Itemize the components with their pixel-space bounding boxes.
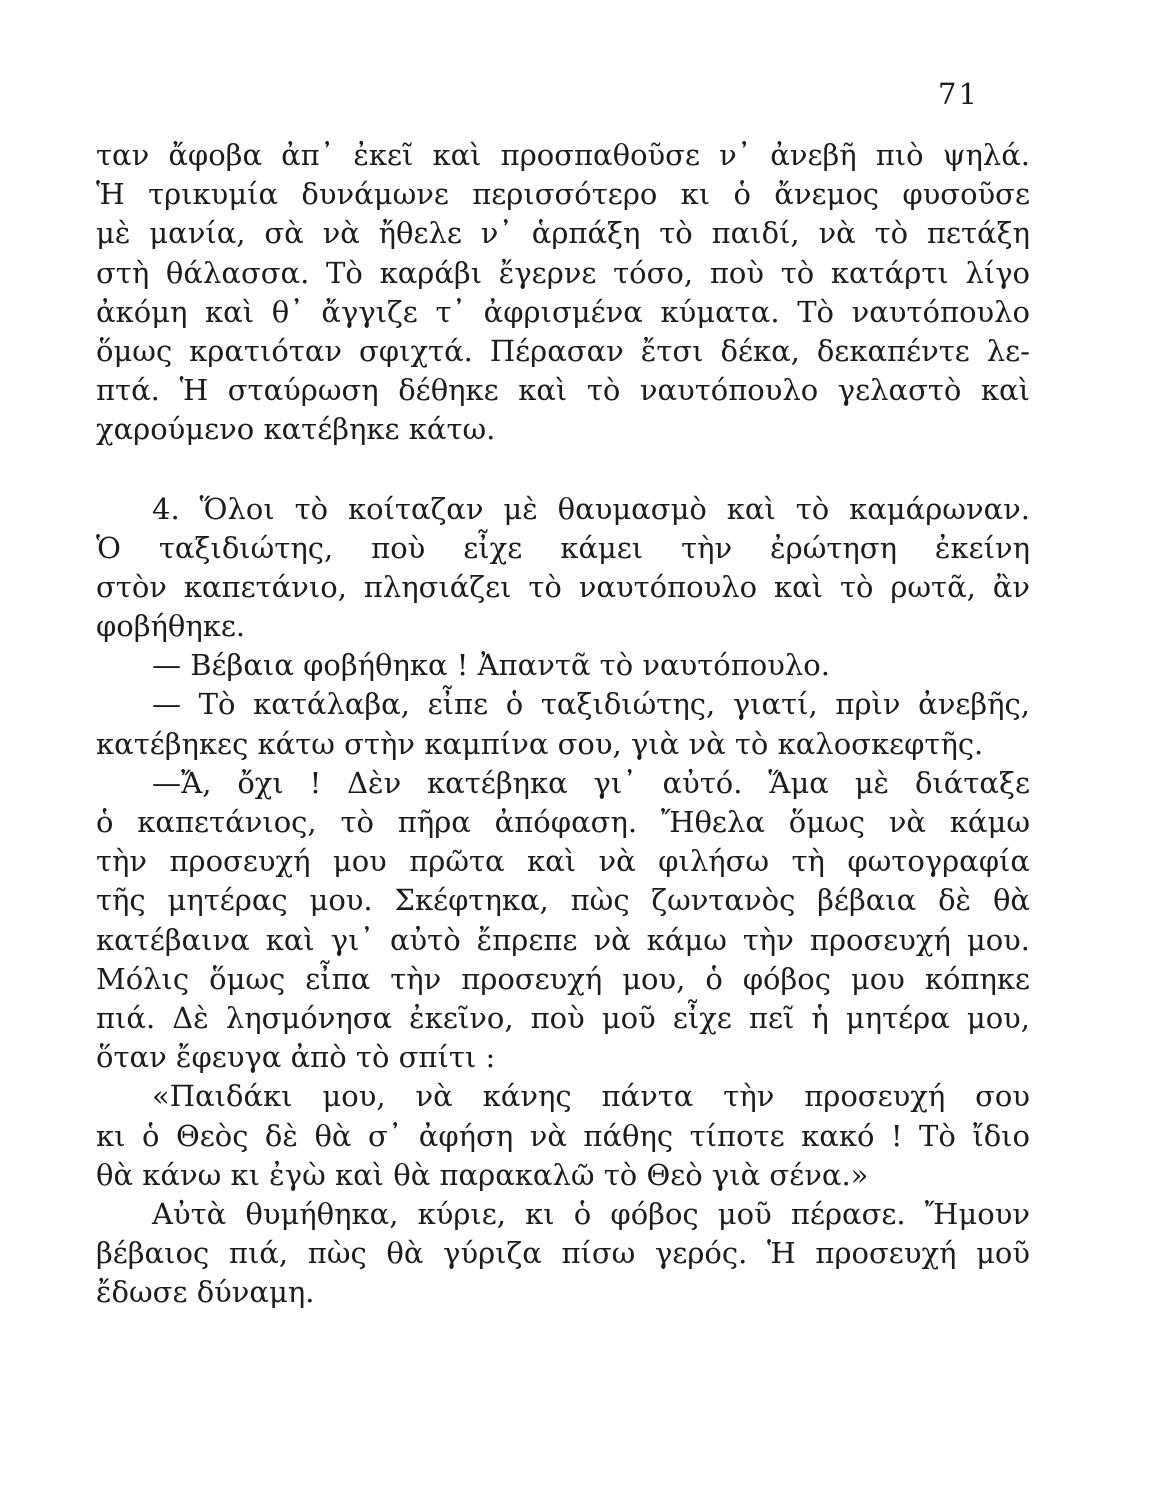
page-number: 71 — [938, 77, 979, 111]
paragraph-quote — [96, 1077, 1030, 1195]
text-line: ὅμως κρατιόταν σφιχτά. Πέρασαν ἔτσι δέκα, δεκαπέντε λε- — [96, 333, 1030, 368]
text-line: ἀκόμη καὶ θ᾿ ἄγγιζε τ᾿ ἀφρισμένα κύματα. Τὸ ναυτόπουλο — [96, 294, 1030, 329]
text-line: κατέβηκες κάτω στὴν καμπίνα σου, γιὰ νὰ τὸ καλοσκεφτῆς. — [96, 726, 984, 761]
text-line: κι ὁ Θεὸς δὲ θὰ σ᾿ ἀφήση νὰ πάθης τίποτε κακό ! Τὸ ἴδιο — [96, 1118, 1030, 1153]
paragraph-dialogue — [96, 646, 1030, 685]
text-line: — Βέβαια φοβήθηκα ! Ἀπαντᾶ τὸ ναυτόπουλο. — [152, 648, 830, 683]
text-line: στὸν καπετάνιο, πλησιάζει τὸ ναυτόπουλο καὶ τὸ ρωτᾶ, ἂν — [96, 569, 1030, 604]
body-text — [96, 136, 1030, 1312]
text-line: Ἡ τρικυμία δυνάμωνε περισσότερο κι ὁ ἄνεμος φυσοῦσε — [96, 177, 1030, 212]
text-line: ὁ καπετάνιος, τὸ πῆρα ἀπόφαση. Ἤθελα ὅμως νὰ κάμω — [96, 805, 1030, 839]
text-line: χαρούμενο κατέβηκε κάτω. — [96, 412, 496, 447]
text-line: —Ἄ, ὄχι ! Δὲν κατέβηκα γι᾿ αὐτό. Ἅμα μὲ διάταξε — [152, 765, 1030, 800]
text-line: στὴ θάλασσα. Τὸ καράβι ἔγερνε τόσο, ποὺ τὸ κατάρτι λίγο — [96, 255, 1030, 290]
text-line: Αὐτὰ θυμήθηκα, κύριε, κι ὁ φόβος μοῦ πέρασε. Ἤμουν — [152, 1196, 1030, 1231]
text-line: «Παιδάκι μου, νὰ κάνης πάντα τὴν προσευχή σου — [152, 1079, 1030, 1114]
text-line: θὰ κάνω κι ἐγὼ καὶ θὰ παρακαλῶ τὸ Θεὸ γιὰ σένα.» — [96, 1157, 869, 1192]
text-line: πτά. Ἡ σταύρωση δέθηκε καὶ τὸ ναυτόπουλο γελαστὸ καὶ — [96, 373, 1030, 408]
text-line: Ὁ ταξιδιώτης, ποὺ εἶχε κάμει τὴν ἐρώτηση ἐκείνη — [96, 530, 1030, 565]
text-line: κατέβαινα καὶ γι᾿ αὐτὸ ἔπρεπε νὰ κάμω τὴν προσευχή μου. — [96, 922, 1030, 957]
paragraph-continuation — [96, 136, 1030, 450]
paragraph-dialogue — [96, 764, 1030, 1078]
text-line: 4. Ὅλοι τὸ κοίταζαν μὲ θαυμασμὸ καὶ τὸ καμάρωναν. — [152, 491, 1030, 526]
text-line: μὲ μανία, σὰ νὰ ἤθελε ν᾿ ἁρπάξη τὸ παιδί, νὰ τὸ πετάξη — [96, 216, 1030, 251]
paragraph-closing — [96, 1195, 1030, 1313]
text-line: ἔδωσε δύναμη. — [96, 1275, 315, 1310]
text-line: ὅταν ἔφευγα ἀπὸ τὸ σπίτι : — [96, 1040, 496, 1075]
section-gap — [96, 450, 1030, 490]
text-line: φοβήθηκε. — [96, 609, 246, 644]
text-line: ταν ἄφοβα ἀπ᾿ ἐκεῖ καὶ προσπαθοῦσε ν᾿ ἀνεβῆ πιὸ ψηλά. — [96, 138, 1030, 172]
paragraph-dialogue — [96, 685, 1030, 763]
text-line: τῆς μητέρας μου. Σκέφτηκα, πὼς ζωντανὸς βέβαια δὲ θὰ — [96, 883, 1030, 918]
paragraph-section-4 — [96, 490, 1030, 647]
text-line: πιά. Δὲ λησμόνησα ἐκεῖνο, ποὺ μοῦ εἶχε πεῖ ἡ μητέρα μου, — [96, 1000, 1030, 1035]
text-line: Μόλις ὅμως εἶπα τὴν προσευχή μου, ὁ φόβος μου κόπηκε — [96, 961, 1030, 996]
text-line: — Τὸ κατάλαβα, εἶπε ὁ ταξιδιώτης, γιατί, πρὶν ἀνεβῆς, — [152, 687, 1030, 722]
text-line: βέβαιος πιά, πὼς θὰ γύριζα πίσω γερός. Ἡ προσευχή μοῦ — [96, 1236, 1030, 1271]
text-line: τὴν προσευχή μου πρῶτα καὶ νὰ φιλήσω τὴ φωτογραφία — [96, 844, 1030, 879]
